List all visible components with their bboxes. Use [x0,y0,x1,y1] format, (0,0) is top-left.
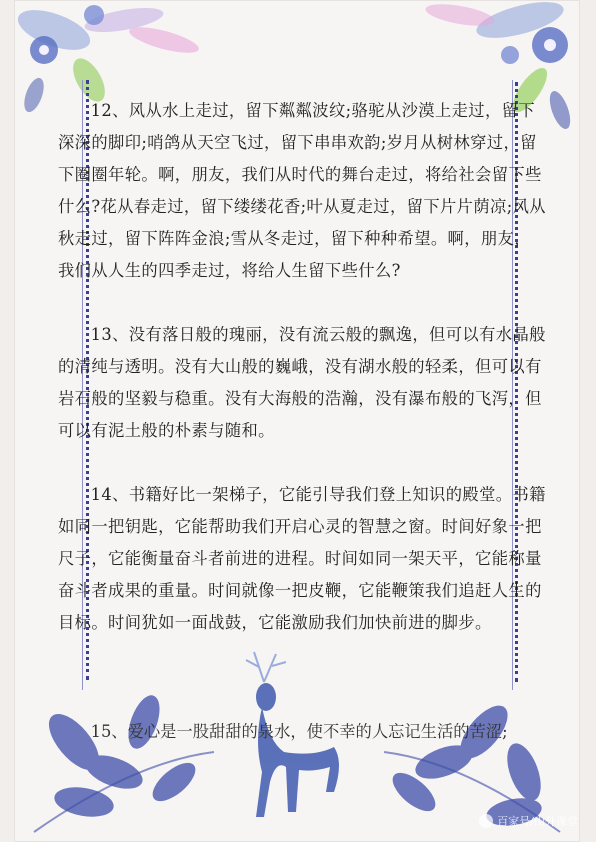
main-text [58,95,546,639]
watermark-text: 百家号/山外课堂 [497,815,578,828]
paragraph-14: 14、书籍好比一架梯子，它能引导我们登上知识的殿堂。书籍如同一把钥匙，它能帮助我们开启心灵的智慧之窗。时间好象一把尺子，它能衡量奋斗者前进的进程。时间如同一架天平，它能称量奋斗者成果的重量。时间就像一把皮鞭，它能鞭策我们追赶人生的目标。时间犹如一面战鼓，它能激励我们加快前进的脚步。 [58,485,546,632]
paragraph-13: 13、没有落日般的瑰丽，没有流云般的飘逸，但可以有水晶般的清纯与透明。没有大山般的巍峨，没有湖水般的轻柔，但可以有岩石般的坚毅与稳重。没有大海般的浩瀚，没有瀑布般的飞泻，但可以有泥土般的朴素与随和。 [58,325,546,440]
paragraph-15-partial: 15、爱心是一股甜甜的泉水，使不幸的人忘记生活的苦涩; [90,722,508,741]
watermark [479,810,578,832]
paragraph-12: 12、风从水上走过，留下粼粼波纹;骆驼从沙漠上走过，留下深深的脚印;哨鸽从天空飞过，留下串串欢韵;岁月从树林穿过，留下圈圈年轮。啊，朋友，我们从时代的舞台走过，将给社会留下些什么?花从春走过，留下缕缕花香;叶从夏走过，留下片片荫凉;风从秋走过，留下阵阵金浪;雪从冬走过，留下种种希望。啊，朋友，我们从人生的四季走过，将给人生留下些什么? [58,101,546,280]
baijiahao-logo-icon [479,814,493,828]
